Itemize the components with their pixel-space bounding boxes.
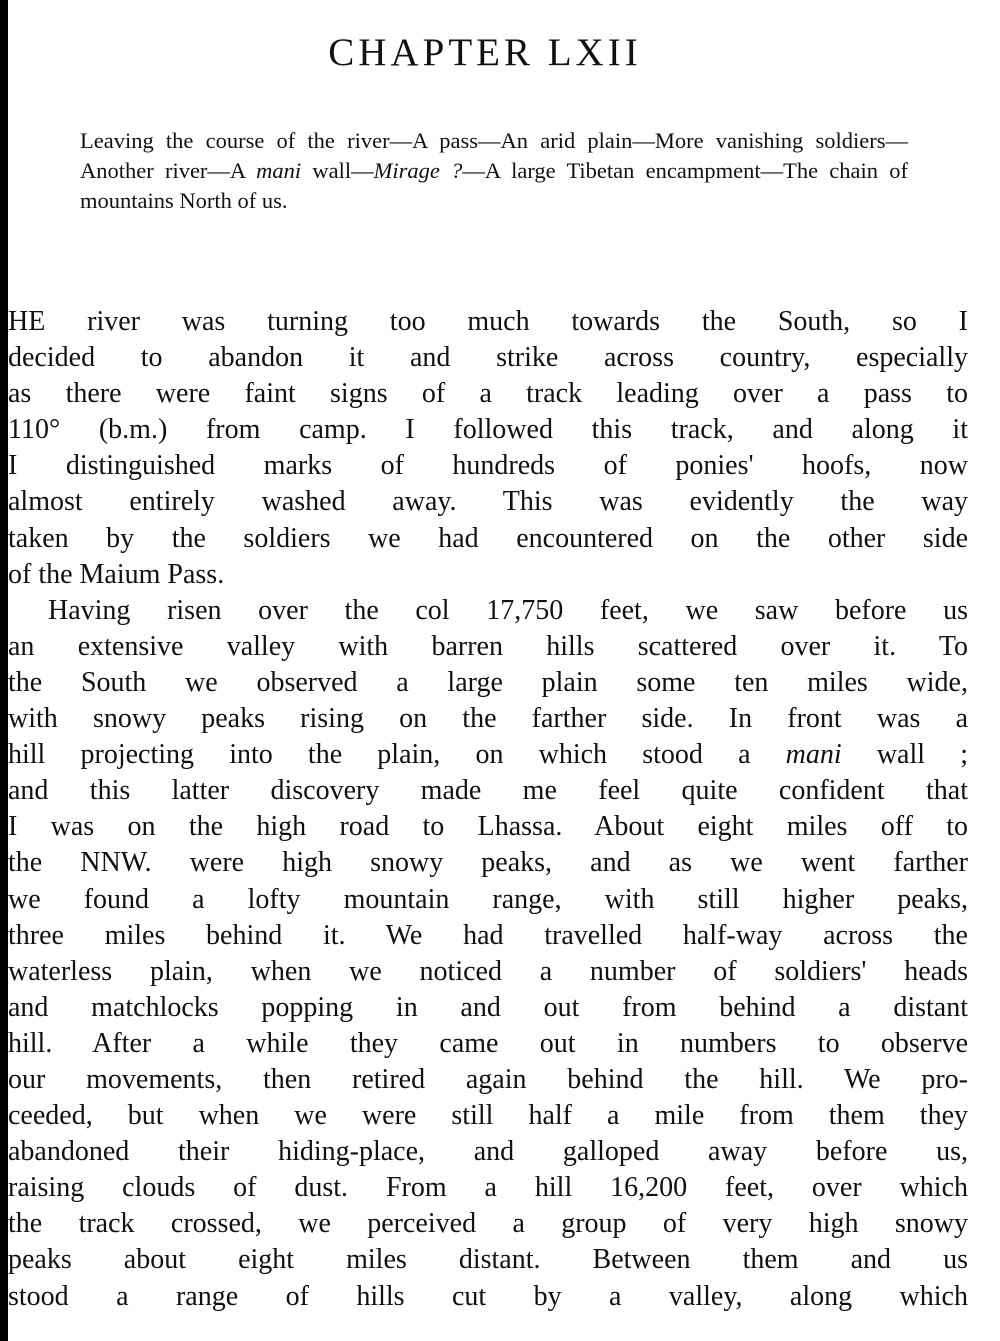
text-line: raising clouds of dust. From a hill 16,200 feet, over which — [8, 1172, 968, 1204]
text-line: the track crossed, we perceived a group of very high snowy — [8, 1208, 968, 1240]
text-line: 110° (b.m.) from camp. I followed this track, and along it — [8, 414, 968, 446]
text-line: and matchlocks popping in and out from behind a distant — [8, 991, 968, 1023]
synopsis-text: Leaving the course of the river—A pass—An arid plain—More vanishing soldiers—Another river—A — [80, 128, 908, 183]
synopsis-text: wall— — [301, 158, 374, 183]
text-line: three miles behind it. We had travelled half-way across the — [8, 919, 968, 951]
text-line: hill. After a while they came out in numbers to observe — [8, 1027, 968, 1059]
chapter-synopsis — [80, 126, 908, 216]
italic-mani: mani — [785, 739, 842, 771]
text-line: I was on the high road to Lhassa. About eight miles off to — [8, 811, 968, 843]
text-line: as there were faint signs of a track leading over a pass to — [8, 378, 968, 410]
synopsis-text: —A large Tibetan encampment—The chain of mountains North of us. — [80, 158, 908, 213]
body-text — [8, 304, 968, 1315]
text-line: almost entirely washed away. This was evidently the way — [8, 486, 968, 518]
text-line: abandoned their hiding-place, and galloped away before us, — [8, 1136, 968, 1168]
text-line: and this latter discovery made me feel quite confident that — [8, 775, 968, 807]
text-line: HE river was turning too much towards the South, so I — [8, 306, 968, 337]
paragraph-start-line: Having risen over the col 17,750 feet, we saw before us — [48, 594, 968, 626]
synopsis-italic-mani: mani — [256, 158, 302, 183]
text-line: hill projecting into the plain, on which stood a mani wall ; — [8, 739, 968, 771]
text-line: I distinguished marks of hundreds of ponies' hoofs, now — [8, 450, 968, 482]
text-line: an extensive valley with barren hills scattered over it. To — [8, 630, 968, 662]
text-line: taken by the soldiers we had encountered on the other side — [8, 522, 968, 554]
text-line: ceeded, but when we were still half a mile from them they — [8, 1100, 968, 1132]
chapter-title: CHAPTER LXII — [328, 31, 642, 74]
text-line: we found a lofty mountain range, with still higher peaks, — [8, 883, 968, 915]
small-caps-opening: HE — [8, 306, 46, 337]
text-line: with snowy peaks rising on the farther side. In front was a — [8, 703, 968, 735]
text-line: of the Maium Pass. — [8, 558, 225, 590]
text-line: the NNW. were high snowy peaks, and as we went farther — [8, 847, 968, 879]
binding-edge — [0, 0, 8, 1341]
text-line: waterless plain, when we noticed a number of soldiers' heads — [8, 955, 968, 987]
text-line: stood a range of hills cut by a valley, along which — [8, 1280, 968, 1312]
text-line: decided to abandon it and strike across country, especially — [8, 342, 968, 374]
text-line: peaks about eight miles distant. Between them and us — [8, 1244, 968, 1276]
text-line: our movements, then retired again behind the hill. We pro- — [8, 1063, 968, 1095]
text-line: the South we observed a large plain some ten miles wide, — [8, 666, 968, 698]
synopsis-italic-mirage: Mirage ? — [373, 158, 463, 183]
